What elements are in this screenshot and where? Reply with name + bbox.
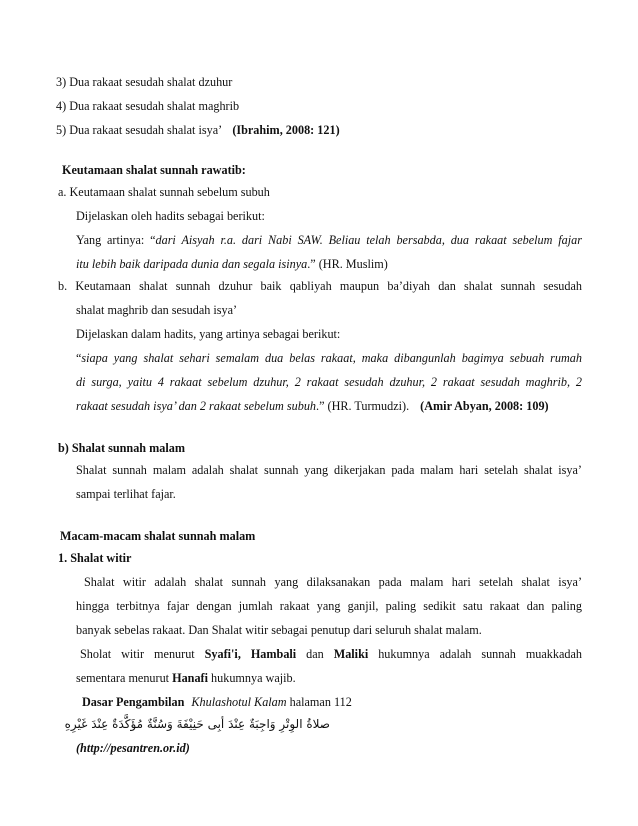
arabic-text: صلاةُ الوِتْرِ وَاجِبَةٌ عِنْدَ أبِى حَنِيْفَةَ وَسُنَّةٌ مُؤَكَّدَةٌ عِنْدَ غَيْرِهِ [64, 717, 330, 731]
quote-prefix: Yang artinya: “ [76, 233, 156, 247]
paragraph-line: Dijelaskan dalam hadits, yang artinya sebagai berikut: [76, 327, 341, 341]
source-link[interactable]: (http://pesantren.or.id) [76, 741, 190, 755]
mazhab-name: Hanafi [172, 671, 208, 685]
sub-heading: a. Keutamaan shalat sunnah sebelum subuh [58, 185, 270, 199]
mazhab-name: Syafi'i, [204, 647, 241, 661]
mazhab-name: Maliki [333, 647, 369, 661]
book-title: Khulashotul Kalam [191, 695, 287, 709]
sub-heading: 1. Shalat witir [58, 551, 132, 565]
quote-prefix: “ [76, 351, 82, 365]
quote-source: .” (HR. Turmudzi). [316, 399, 410, 413]
quote-line [76, 256, 388, 272]
paragraph-line: Shalat witir adalah shalat sunnah yang dilaksanakan pada malam hari setelah shalat isya’ [84, 575, 582, 589]
quote-text: dari Aisyah r.a. dari Nabi SAW. Beliau telah bersabda, dua rakaat sebelum fajar [155, 233, 582, 247]
paragraph-line: hingga terbitnya fajar dengan jumlah rakaat yang ganjil, paling sedikit satu rakaat dan paling [76, 599, 582, 613]
list-item: 3) Dua rakaat sesudah shalat dzuhur [56, 75, 233, 89]
text: hukumnya wajib. [208, 671, 296, 685]
text: sementara menurut [76, 671, 173, 685]
section-heading: Macam-macam shalat sunnah malam [60, 529, 256, 543]
paragraph-line [80, 646, 582, 662]
quote-source: .” (HR. Muslim) [307, 257, 388, 271]
mazhab-name: Hambali [250, 647, 297, 661]
sub-heading: shalat maghrib dan sesudah isya’ [76, 303, 238, 317]
paragraph-line [76, 670, 296, 686]
reference-label: Dasar Pengambilan [82, 695, 185, 709]
citation: (Amir Abyan, 2008: 109) [420, 399, 549, 413]
sub-heading: b. Keutamaan shalat sunnah dzuhur baik qabliyah maupun ba’diyah dan shalat sunnah sesudah [58, 279, 582, 293]
list-item-text: 5) Dua rakaat sesudah shalat isya’ [56, 123, 222, 137]
paragraph-line: banyak sebelas rakaat. Dan Shalat witir sebagai penutup dari seluruh shalat malam. [76, 623, 482, 637]
section-heading: b) Shalat sunnah malam [58, 441, 185, 455]
text: Sholat witir menurut [80, 647, 205, 661]
paragraph-line: Shalat sunnah malam adalah shalat sunnah yang dikerjakan pada malam hari setelah shalat isya’ [76, 463, 582, 477]
text: hukumnya adalah sunnah muakkadah [368, 647, 583, 661]
quote-line [76, 232, 582, 248]
list-item: 4) Dua rakaat sesudah shalat maghrib [56, 99, 240, 113]
quote-text: rakaat sesudah isya’ dan 2 rakaat sebelum subuh [76, 399, 317, 413]
quote-line [76, 398, 549, 414]
quote-text: itu lebih baik daripada dunia dan segala isinya [76, 257, 308, 271]
page-ref: halaman 112 [286, 695, 352, 709]
list-item [56, 122, 340, 138]
quote-text: siapa yang shalat sehari semalam dua belas rakaat, maka dibangunlah bagimya sebuah rumah [81, 351, 582, 365]
reference-line [82, 694, 352, 710]
text [241, 647, 251, 661]
quote-line [76, 350, 582, 366]
paragraph-line: Dijelaskan oleh hadits sebagai berikut: [76, 209, 265, 223]
section-heading: Keutamaan shalat sunnah rawatib: [62, 163, 246, 177]
paragraph-line: sampai terlihat fajar. [76, 487, 176, 501]
text: dan [296, 647, 334, 661]
quote-line: di surga, yaitu 4 rakaat sebelum dzuhur, 2 rakaat sesudah dzuhur, 2 rakaat sesudah maghrib, 2 [76, 375, 582, 389]
citation: (Ibrahim, 2008: 121) [232, 123, 340, 137]
